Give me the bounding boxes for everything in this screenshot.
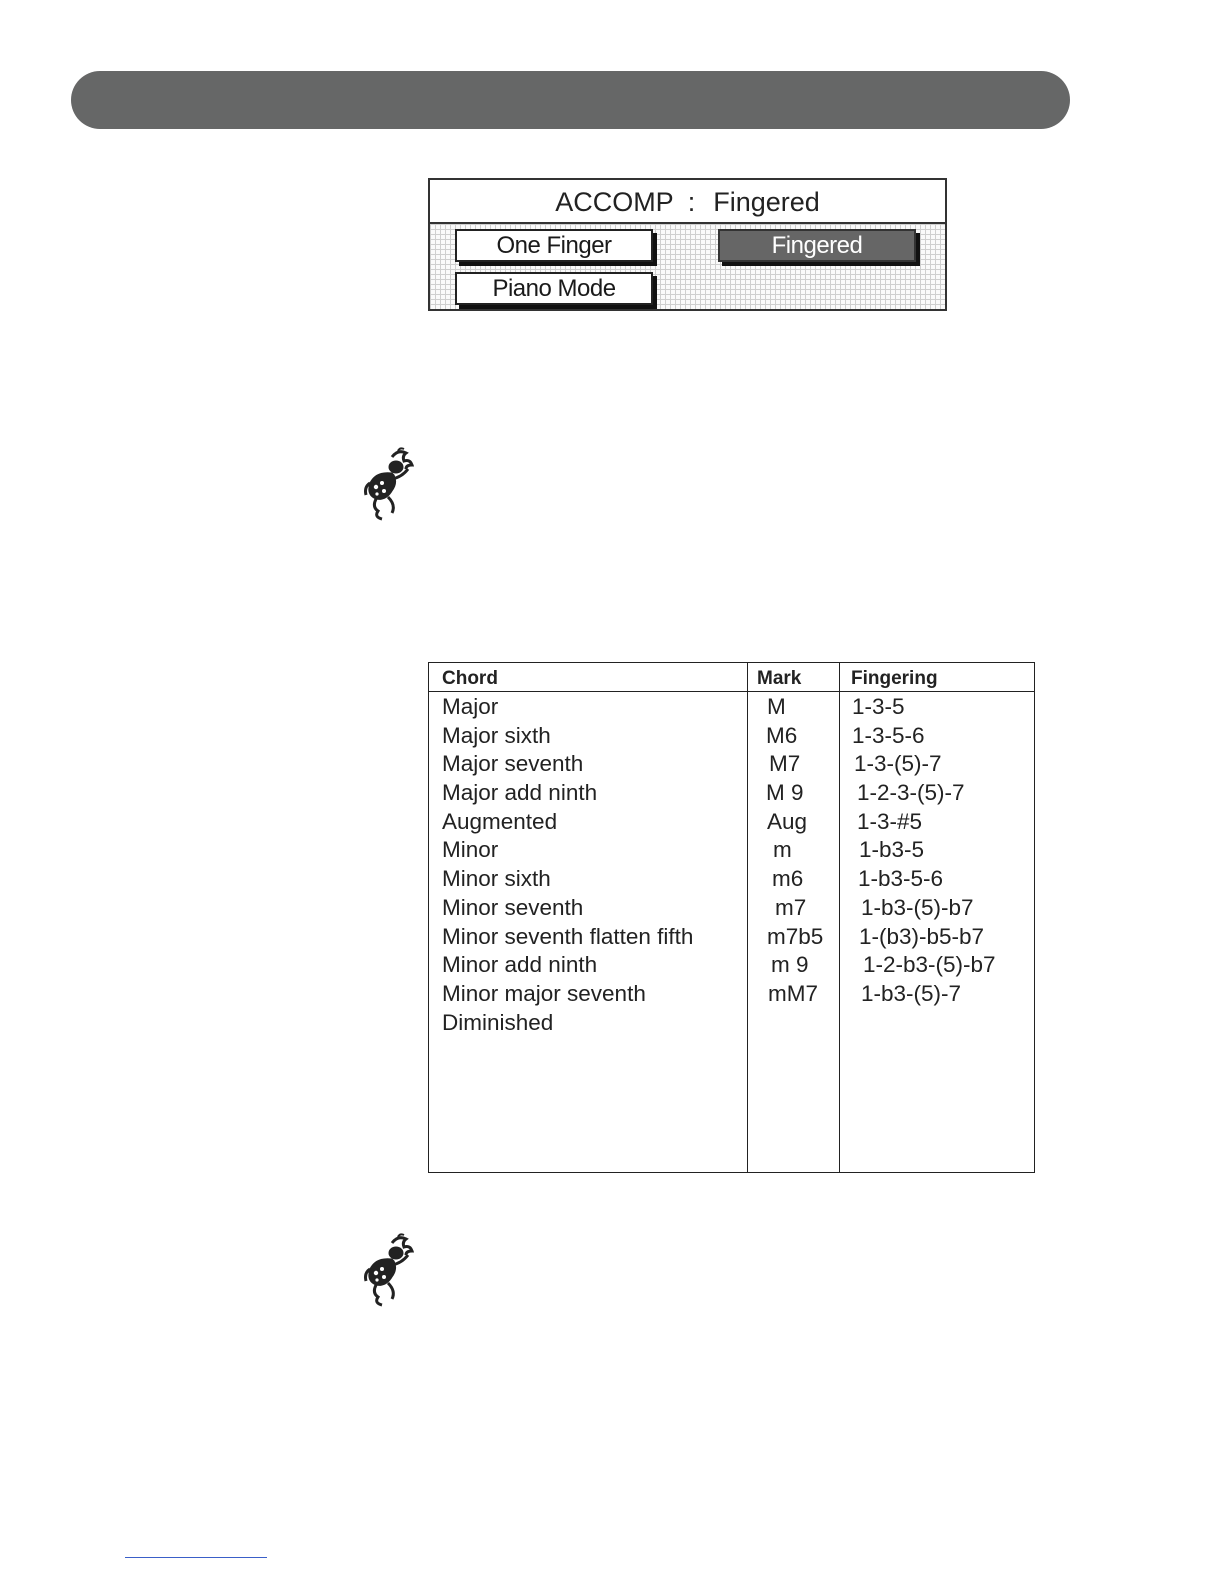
chord-name: Major sixth (442, 722, 551, 748)
chord-name: Major seventh (442, 751, 584, 777)
chord-mark: M (767, 694, 786, 719)
chord-mark: mM7 (768, 980, 818, 1006)
table-row (429, 693, 1034, 722)
table-row (429, 1009, 1034, 1038)
chord-fingering: 1-3-(5)-7 (854, 751, 942, 777)
chord-name: Minor seventh flatten fifth (442, 923, 694, 949)
chord-fingering: 1-b3-(5)-b7 (861, 894, 974, 920)
kokopelli-icon (362, 1233, 414, 1307)
chord-mark: Aug (767, 808, 808, 834)
header-mark: Mark (757, 668, 802, 689)
header-fingering: Fingering (851, 668, 938, 689)
table-row (429, 923, 1034, 952)
chord-mark: m7b5 (767, 923, 824, 949)
header-chord: Chord (442, 668, 498, 689)
chord-fingering: 1-3-5 (852, 694, 905, 719)
kokopelli-icon (362, 447, 414, 521)
fingered-button[interactable]: Fingered (718, 229, 916, 262)
chord-name: Major add ninth (442, 780, 598, 806)
chord-mark: m 9 (771, 952, 809, 978)
chord-name: Minor add ninth (442, 952, 598, 978)
header-divider (429, 691, 1034, 692)
one-finger-button[interactable]: One Finger (455, 229, 653, 262)
chord-name: Minor major seventh (442, 980, 646, 1006)
table-row (429, 951, 1034, 980)
lcd-option-area (430, 224, 945, 309)
chord-fingering: 1-(b3)-b5-b7 (859, 923, 985, 949)
lcd-title-label: ACCOMP (555, 187, 674, 217)
table-row (429, 722, 1034, 751)
table-row (429, 836, 1034, 865)
chord-mark: m (773, 837, 792, 863)
accomp-lcd-display (428, 178, 947, 311)
chord-name: Diminished (442, 1009, 554, 1035)
lcd-title-separator: : (687, 187, 696, 217)
table-row (429, 980, 1034, 1009)
piano-mode-button[interactable]: Piano Mode (455, 272, 653, 305)
chord-mark: m6 (772, 866, 804, 892)
table-row (429, 894, 1034, 923)
chord-mark: m7 (775, 894, 807, 920)
chord-name: Minor (442, 837, 499, 863)
chord-mark: M7 (769, 751, 801, 777)
table-row (429, 779, 1034, 808)
table-row (429, 808, 1034, 837)
chord-name: Minor seventh (442, 894, 584, 920)
chord-fingering: 1-b3-5 (859, 837, 925, 863)
chord-fingering: 1-3-5-6 (852, 722, 925, 748)
footer-link-underline (125, 1557, 267, 1558)
chord-fingering: 1-b3-5-6 (858, 866, 944, 892)
table-row (429, 865, 1034, 894)
chord-mark: M6 (766, 722, 798, 748)
chord-fingering: 1-2-3-(5)-7 (857, 780, 965, 806)
lcd-title (430, 180, 945, 224)
chord-fingering-table (428, 662, 1035, 1173)
chord-fingering: 1-3-#5 (857, 808, 923, 834)
chord-mark: M 9 (766, 780, 804, 806)
section-header-bar (71, 71, 1070, 129)
chord-name: Augmented (442, 808, 558, 834)
chord-fingering: 1-2-b3-(5)-b7 (863, 952, 996, 978)
chord-name: Minor sixth (442, 866, 551, 892)
table-row (429, 750, 1034, 779)
chord-fingering: 1-b3-(5)-7 (861, 980, 962, 1006)
chord-name: Major (442, 694, 499, 719)
table-body (429, 693, 1034, 1037)
lcd-title-value: Fingered (713, 187, 820, 217)
